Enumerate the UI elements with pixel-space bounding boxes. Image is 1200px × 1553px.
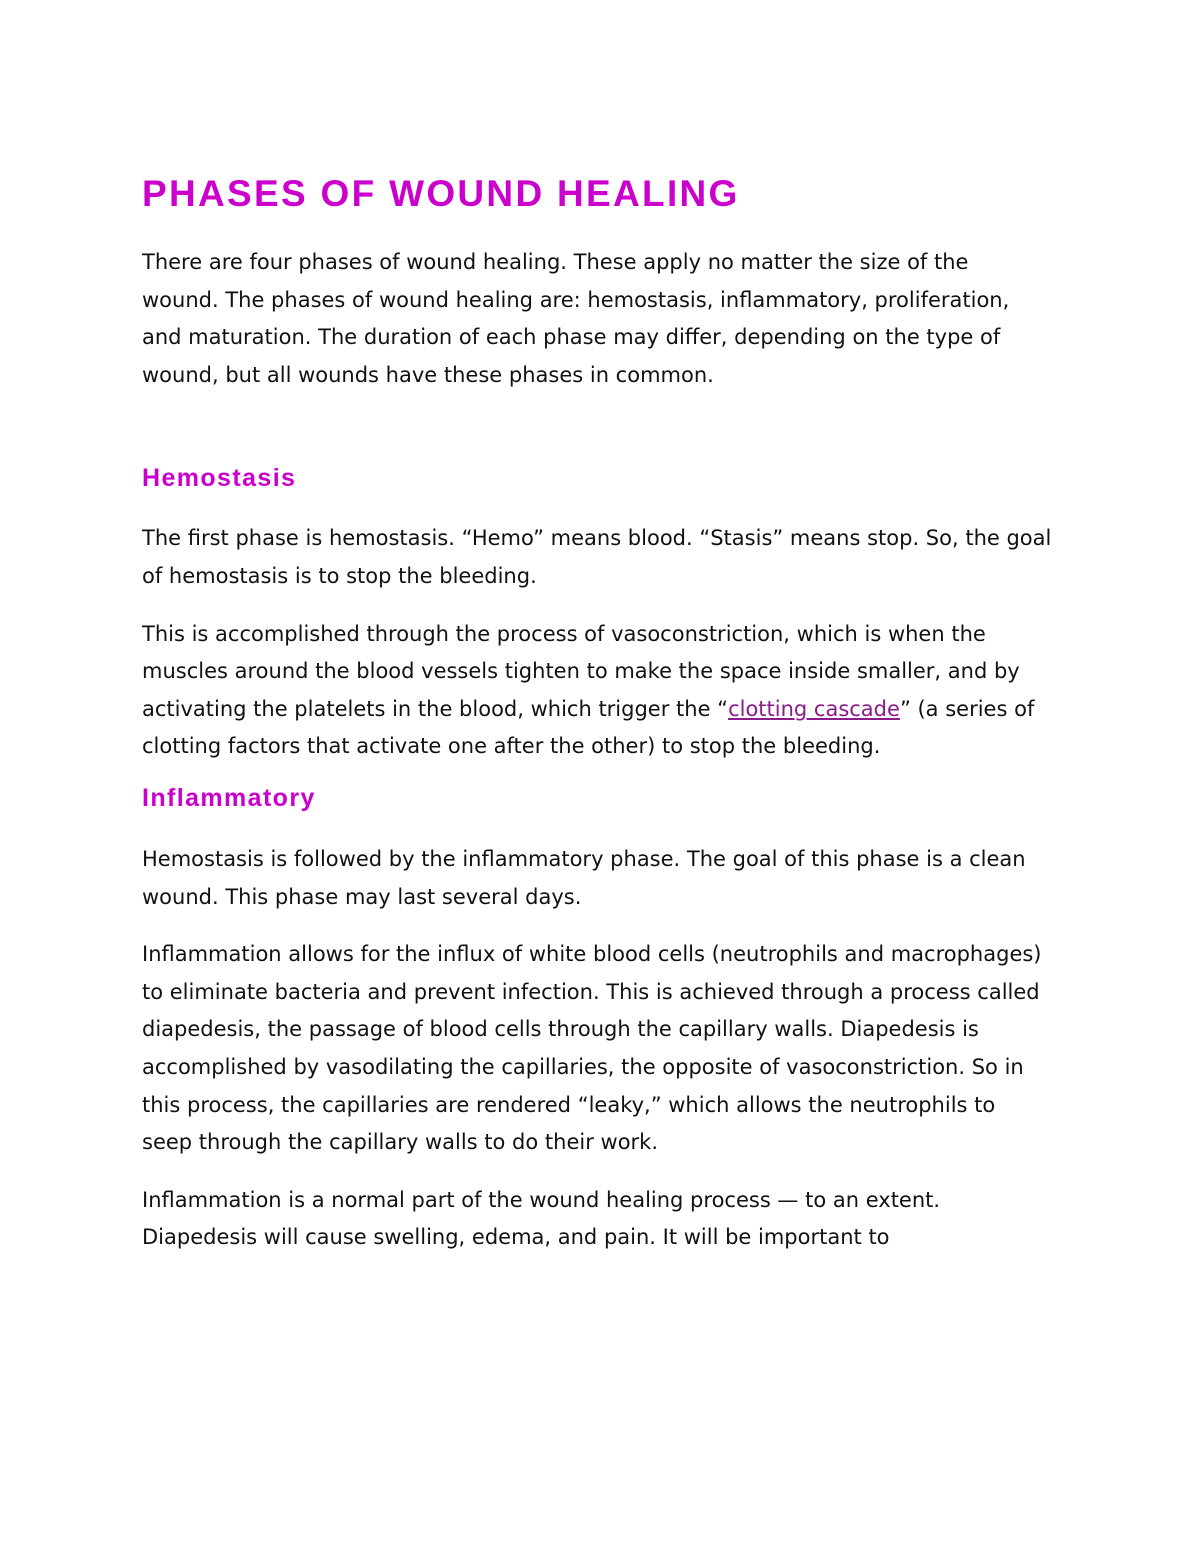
inflammatory-paragraph-2: Inflammation allows for the influx of white blood cells (neutrophils and macrophages) to eliminate bacteria and prevent infection. This is achieved through a process called diapedesis, the passage of blood cells through the capillary walls. Diapedesis is accomplished by vasodilating the capillaries, the opposite of vasoconstriction. So in this process, the capillaries are rendered “leaky,” which allows the neutrophils to seep through the capillary walls to do their work. [142, 942, 1042, 1155]
intro-paragraph: There are four phases of wound healing. These apply no matter the size of the wound. The phases of wound healing are: hemostasis, inflammatory, proliferation, and maturation. The duration of each phase may differ, depending on the type of wound, but all wounds have these phases in common. [142, 250, 1010, 387]
section-heading-inflammatory: Inflammatory [142, 783, 316, 812]
clotting-cascade-link[interactable]: clotting cascade [728, 696, 900, 721]
hemostasis-paragraph-2-text-b: ” (a series of clotting factors that activate one after the other) to stop the bleeding. [142, 696, 1035, 759]
hemostasis-paragraph-1: The first phase is hemostasis. “Hemo” means blood. “Stasis” means stop. So, the goal of hemostasis is to stop the bleeding. [142, 526, 1052, 588]
section-heading-hemostasis: Hemostasis [142, 464, 297, 493]
inflammatory-paragraph-3: Inflammation is a normal part of the wound healing process — to an extent. Diapedesis will cause swelling, edema, and pain. It will be important to [142, 1187, 941, 1250]
hemostasis-paragraph-2 [142, 616, 1047, 766]
hemostasis-paragraph-2-text-a: This is accomplished through the process of vasoconstriction, which is when the muscles around the blood vessels tighten to make the space inside smaller, and by activating the platelets in the blood, which trigger the “ [142, 621, 1020, 721]
document-body [142, 168, 1062, 1257]
inflammatory-paragraph-1: Hemostasis is followed by the inflammatory phase. The goal of this phase is a clean wound. This phase may last several days. [142, 846, 1026, 909]
document-title: PHASES OF WOUND HEALING [142, 173, 740, 214]
